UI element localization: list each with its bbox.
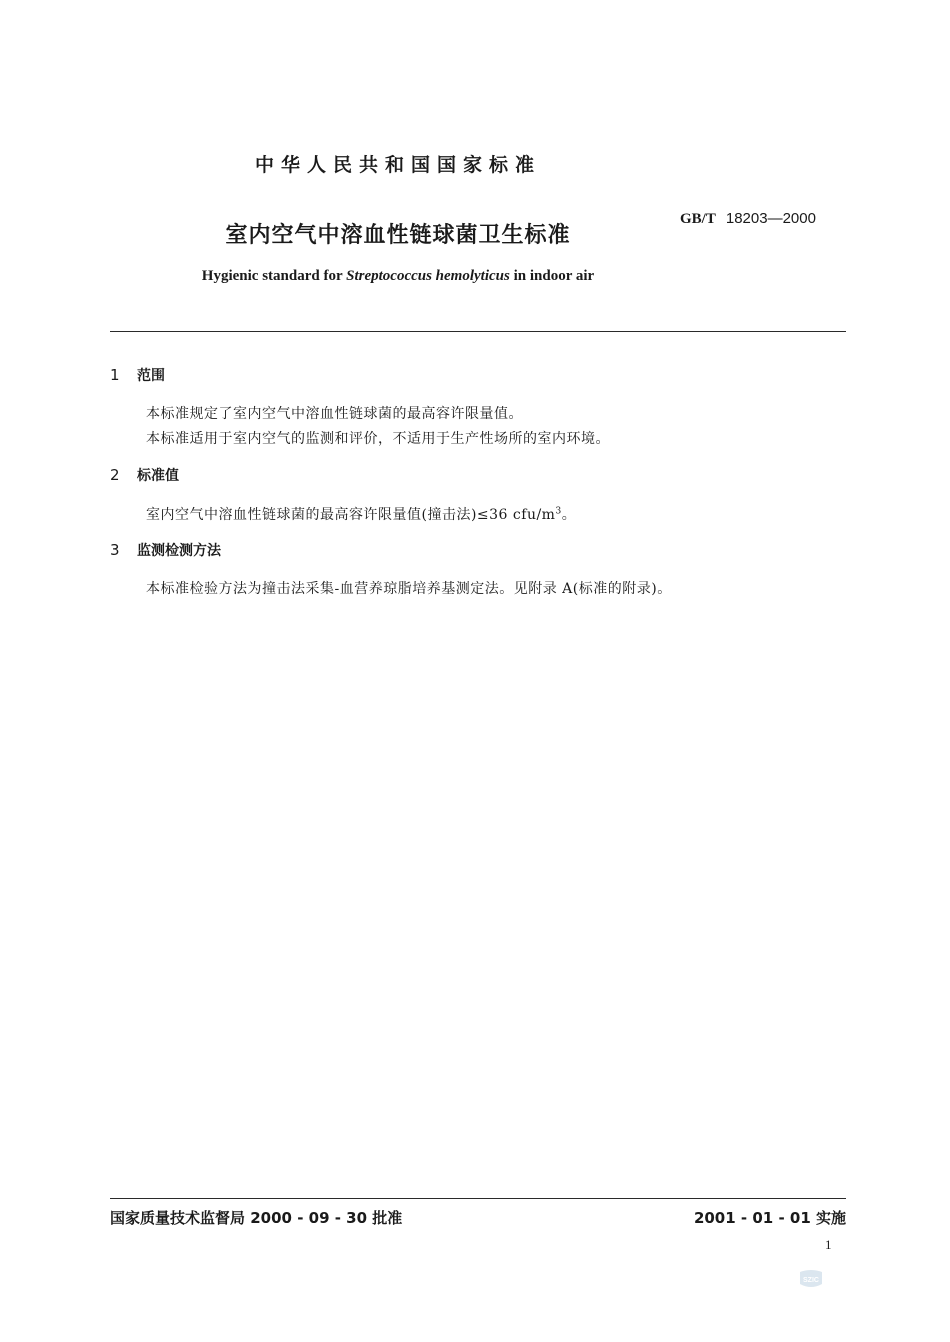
standard-code-prefix: GB/T — [680, 211, 716, 227]
section-heading-scope — [110, 365, 165, 385]
section-title: 范围 — [137, 368, 165, 384]
page-number: 1 — [825, 1237, 832, 1252]
logo-watermark-icon — [797, 1268, 825, 1290]
implementation-date: 2001 - 01 - 01 实施 — [693, 1209, 846, 1227]
paragraph: 本标准规定了室内空气中溶血性链球菌的最高容许限量值。 — [146, 406, 523, 422]
section-number: 2 — [110, 466, 120, 484]
section-number: 1 — [110, 366, 120, 384]
bottom-divider — [110, 1198, 846, 1199]
approval-date: 国家质量技术监督局 2000 - 09 - 30 批准 — [110, 1209, 403, 1227]
standard-code-number: 18203—2000 — [725, 210, 816, 227]
unit-superscript: 3 — [555, 506, 562, 517]
document-title-english — [0, 268, 796, 285]
paragraph — [146, 504, 576, 524]
section-heading-standard-value — [110, 465, 179, 485]
standard-header: 中华人民共和国国家标准 — [254, 154, 541, 176]
title-english-italic: Streptococcus hemolyticus — [346, 268, 510, 284]
limit-value-text: 室内空气中溶血性链球菌的最高容许限量值(撞击法)≤36 cfu/m — [146, 507, 556, 523]
top-divider — [110, 331, 846, 332]
section-title: 标准值 — [137, 468, 179, 484]
title-english-part1: Hygienic standard for — [201, 268, 347, 284]
document-title: 室内空气中溶血性链球菌卫生标准 — [225, 223, 571, 248]
section-number: 3 — [110, 541, 120, 559]
section-title: 监测检测方法 — [137, 543, 221, 559]
paragraph: 本标准检验方法为撞击法采集-血营养琼脂培养基测定法。见附录 A(标准的附录)。 — [146, 581, 672, 597]
title-english-part2: in indoor air — [509, 268, 595, 284]
limit-value-end: 。 — [561, 507, 577, 523]
svg-text:SZIC: SZIC — [803, 1277, 819, 1284]
section-heading-method — [110, 540, 221, 560]
paragraph: 本标准适用于室内空气的监测和评价，不适用于生产性场所的室内环境。 — [146, 431, 610, 447]
